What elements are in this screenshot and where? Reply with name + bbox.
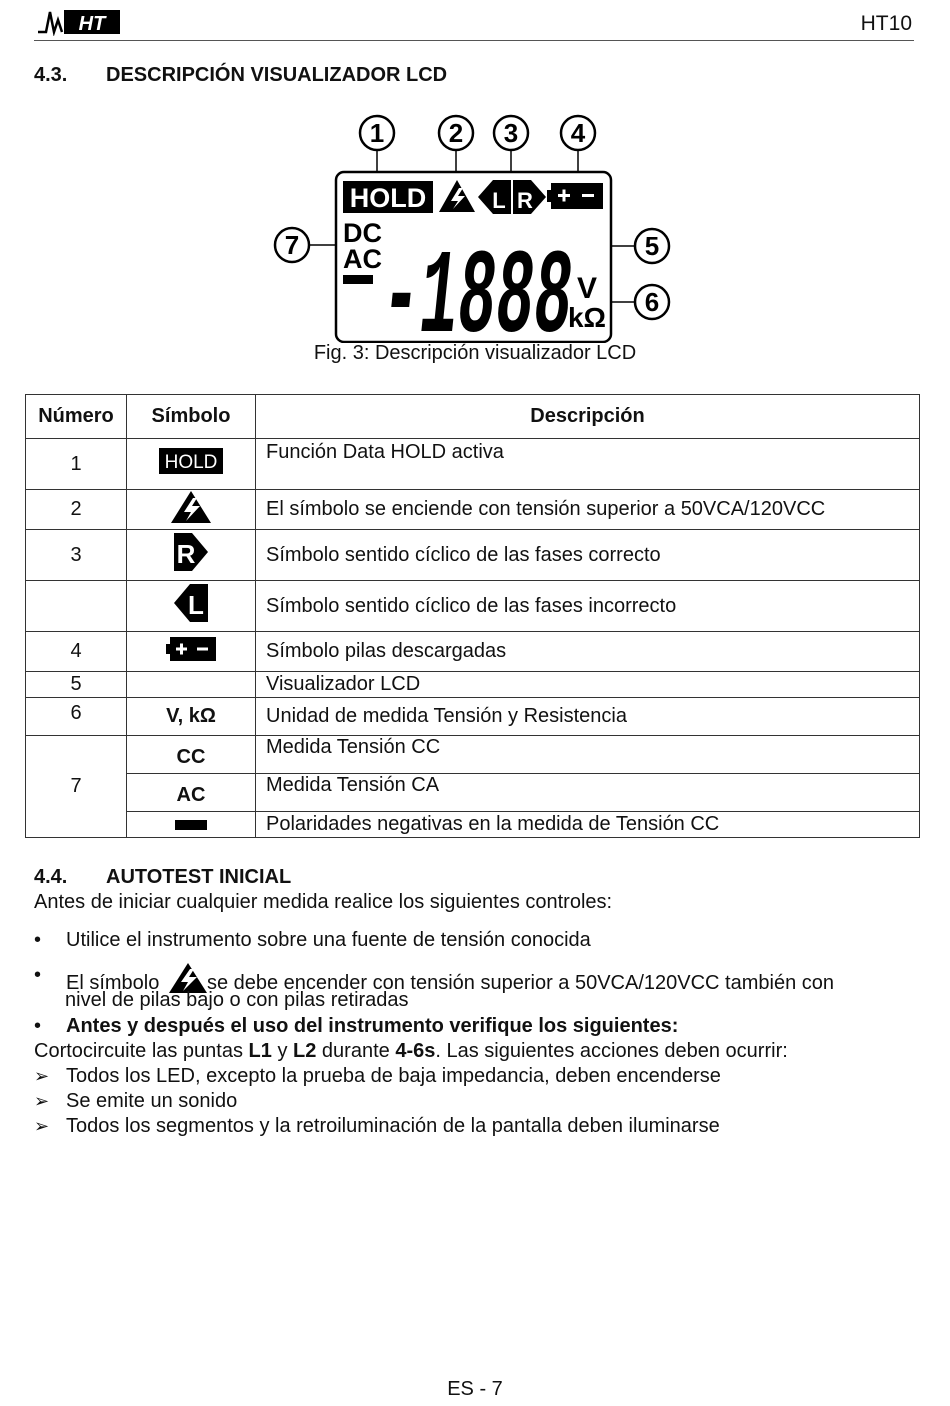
bullet-3-text: Antes y después el uso del instrumento verifique los siguientes:: [66, 1015, 679, 1037]
bullet-1-text: Utilice el instrumento sobre una fuente de tensión conocida: [66, 929, 591, 951]
svg-text:2: 2: [448, 118, 464, 148]
row-number: [26, 581, 127, 632]
row-description: El símbolo se enciende con tensión superior a 50VCA/120VCC: [256, 490, 920, 530]
lcd-ac-label: AC: [343, 244, 382, 274]
section-title: AUTOTEST INICIAL: [106, 866, 292, 888]
arrow-bullet-icon: ➢: [34, 1066, 50, 1086]
svg-text:L: L: [492, 188, 506, 213]
row-description: Medida Tensión CA: [256, 774, 920, 812]
row-number: 7: [26, 736, 127, 838]
lead-l2: L2: [293, 1040, 317, 1062]
row-description: Unidad de medida Tensión y Resistencia: [256, 698, 920, 736]
callout-1: [360, 116, 394, 172]
row-number: 3: [26, 530, 127, 581]
row-description: Símbolo sentido cíclico de las fases correcto: [256, 530, 920, 581]
battery-icon: [166, 637, 216, 661]
header-numero: Número: [26, 395, 127, 439]
table-row: [26, 490, 920, 530]
table-row: [26, 698, 920, 736]
row-symbol: AC: [127, 774, 256, 812]
bullet-dot: •: [34, 1015, 42, 1037]
table-row: [26, 581, 920, 632]
row-symbol: [127, 632, 256, 672]
autotest-intro: Antes de iniciar cualquier medida realice los siguientes controles:: [34, 891, 613, 913]
bullet-2-part-a: El símbolo: [66, 972, 160, 994]
svg-text:3: 3: [503, 118, 519, 148]
header-simbolo: Símbolo: [127, 395, 256, 439]
arrow-bullet-icon: ➢: [34, 1091, 50, 1111]
short-circuit-instruction: [34, 1039, 788, 1064]
bullet-2-continuation: nivel de pilas bajo o con pilas retiradas: [65, 989, 409, 1011]
arrow-item-2: Se emite un sonido: [66, 1090, 238, 1112]
minus-bar-icon: [175, 820, 207, 830]
svg-text:R: R: [517, 188, 533, 213]
section-title: DESCRIPCIÓN VISUALIZADOR LCD: [106, 64, 448, 86]
callout-2: [439, 116, 473, 172]
table-row: [26, 672, 920, 698]
lcd-battery-icon: [547, 183, 603, 209]
section-heading-lcd: [34, 64, 447, 87]
hold-icon: [159, 448, 223, 474]
table-row: [26, 812, 920, 838]
svg-text:6: 6: [644, 287, 660, 317]
bullet-dot: •: [34, 929, 42, 951]
figure-caption: Fig. 3: Descripción visualizador LCD: [313, 342, 637, 364]
row-symbol: [127, 439, 256, 490]
svg-text:7: 7: [284, 230, 300, 260]
header-divider: [34, 40, 914, 41]
arrow-bullet-icon: ➢: [34, 1116, 50, 1136]
row-symbol: [127, 812, 256, 838]
svg-text:HOLD: HOLD: [349, 183, 427, 213]
header-descripcion: Descripción: [256, 395, 920, 439]
row-symbol: [127, 581, 256, 632]
table-row: [26, 530, 920, 581]
bullet-dot: •: [34, 964, 42, 986]
row-description: Función Data HOLD activa: [256, 439, 920, 490]
table-row: [26, 632, 920, 672]
bullet-2-part-b: se debe encender con tensión superior a 50VCA/120VCC también con: [206, 972, 834, 994]
svg-text:5: 5: [644, 231, 660, 261]
callout-6: [607, 285, 669, 319]
svg-text:4: 4: [570, 118, 586, 148]
arrow-item-3: Todos los segmentos y la retroiluminación de la pantalla deben iluminarse: [66, 1115, 720, 1137]
model-name: HT10: [860, 12, 912, 35]
phase-l-icon: [174, 584, 208, 622]
table-row: [26, 774, 920, 812]
row-symbol: [127, 672, 256, 698]
row-description: Visualizador LCD: [256, 672, 920, 698]
row-symbol: CC: [127, 736, 256, 774]
logo-text: HT: [78, 13, 106, 35]
lightning-icon: [171, 491, 211, 523]
row-number: 2: [26, 490, 127, 530]
lcd-volt-unit: V: [576, 272, 598, 305]
svg-text:R: R: [176, 539, 196, 569]
section-number: 4.4.: [34, 866, 68, 888]
arrow-item-1: Todos los LED, excepto la prueba de baja impedancia, deben encenderse: [66, 1065, 721, 1087]
table-row: [26, 439, 920, 490]
svg-text:HOLD: HOLD: [164, 452, 218, 473]
short-time: 4-6s: [395, 1040, 436, 1062]
short-text-y: y: [277, 1040, 288, 1062]
callout-7: [275, 228, 337, 262]
section-number: 4.3.: [34, 64, 68, 86]
callout-3: [494, 116, 528, 172]
section-heading-autotest: [34, 866, 291, 889]
short-text-a: Cortocircuite las puntas: [34, 1040, 243, 1062]
svg-text:L: L: [188, 590, 204, 620]
short-text-durante: durante: [321, 1040, 390, 1062]
lcd-minus-bar: [343, 275, 373, 284]
lcd-digits: -1888: [382, 232, 572, 343]
row-symbol: V, kΩ: [127, 698, 256, 736]
symbol-table: [25, 394, 920, 838]
svg-text:1: 1: [369, 118, 385, 148]
lcd-diagram: [265, 108, 685, 343]
row-description: Medida Tensión CC: [256, 736, 920, 774]
row-symbol: [127, 490, 256, 530]
lead-l1: L1: [248, 1040, 272, 1062]
row-number: 4: [26, 632, 127, 672]
lcd-dc-label: DC: [343, 218, 382, 248]
row-description: Polaridades negativas en la medida de Tensión CC: [256, 812, 920, 838]
short-text-b: . Las siguientes acciones deben ocurrir:: [435, 1040, 788, 1062]
row-description: Símbolo pilas descargadas: [256, 632, 920, 672]
row-symbol: [127, 530, 256, 581]
phase-r-icon: [174, 533, 208, 571]
page-number: ES - 7: [447, 1378, 503, 1400]
table-row: [26, 736, 920, 774]
lcd-kohm-unit: kΩ: [567, 302, 607, 333]
callout-4: [561, 116, 595, 172]
ht-logo: [36, 6, 122, 36]
row-description: Símbolo sentido cíclico de las fases incorrecto: [256, 581, 920, 632]
row-number: 1: [26, 439, 127, 490]
table-header-row: [26, 395, 920, 439]
row-number: 5: [26, 672, 127, 698]
row-number: 6: [26, 698, 127, 736]
